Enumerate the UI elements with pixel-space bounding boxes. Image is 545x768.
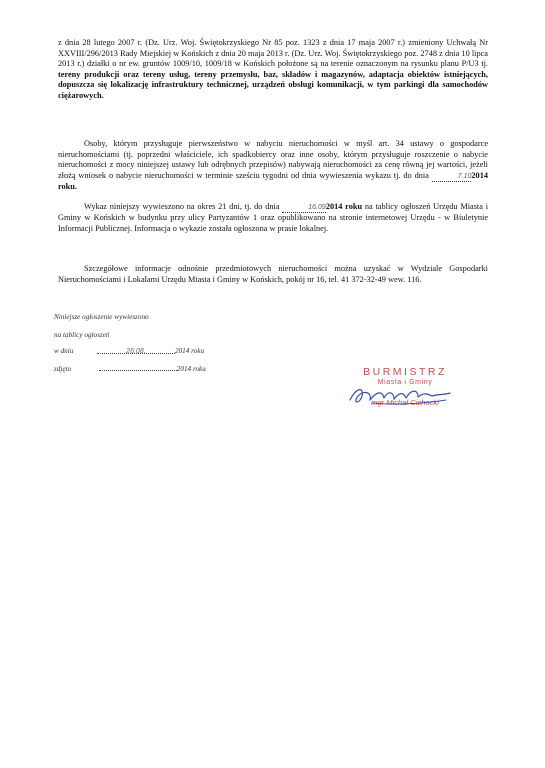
posted-label: w dniu [54, 347, 74, 355]
posting-year: 2014 roku [325, 202, 363, 211]
posted-date-field [97, 347, 175, 354]
handwritten-deadline-date: 7.10 [432, 173, 472, 182]
paragraph-posting [58, 202, 488, 234]
posting-text-start: Wykaz niniejszy wywieszono na okres 21 dni, tj. do dnia [84, 202, 280, 211]
priority-text: Osoby, którym przysługuje pierwszeństwo w nabyciu nieruchomości w myśl art. 34 ustawy o gospodarce nieruchomościami (tj. poprzedni właściciele, ich spadkobiercy oraz inne osoby, którym przysługuje roszczenie o nabycie nieruchomości z mocy niniejszej ustawy lub odrębnych przepisów) nabywają nieruchomości za cenę równą jej wartości, jeżeli złożą wniosek o nabycie nieruchomości w terminie sześciu tygodni od dnia wywieszenia wykazu tj. do dnia [58, 139, 488, 180]
paragraph-zoning [58, 38, 488, 102]
posted-year: 2014 roku [174, 347, 205, 355]
removed-date-field [99, 364, 177, 371]
zoning-bold-text: tereny produkcji oraz tereny usług, tereny przemysłu, baz, składów i magazynów, adaptacja obiektów istniejących, dopuszcza się lokalizację infrastruktury technicznej, urządzeń obsługi komunikacji, w tym parkingi dla samochodów ciężarowych. [58, 69, 488, 100]
paragraph-priority [58, 139, 488, 192]
paragraph-contact [58, 264, 488, 285]
notice-line-2: na tablicy ogłoszeń [54, 331, 110, 339]
notice-posted-date [54, 347, 204, 355]
stamp-subtitle: Miasta i Gminy [377, 379, 433, 386]
notice-line-1: Niniejsze ogłoszenie wywieszono [54, 313, 149, 321]
stamp-name: mgr Michał Cichocki [371, 398, 439, 407]
contact-text: Szczegółowe informacje odnośnie przedmiotowych nieruchomości można uzyskać w Wydziale Gospodarki Nieruchomościami i Lokalami Urzędu Miasta i Gminy w Końskich, pokój nr 16, tel. 41 372-32-49 wew. 116. [58, 264, 488, 284]
removed-label: zdjęto [54, 365, 72, 373]
handwritten-posted-date: 26.08. [126, 348, 146, 355]
stamp-title: BURMISTRZ [363, 366, 447, 378]
removed-year: 2014 roku [176, 365, 206, 373]
handwritten-signature [342, 380, 462, 410]
notice-removed-date [54, 364, 206, 373]
posting-text-end: na tablicy ogłoszeń Urzędu Miasta i Gminy w Końskich w budynku przy ulicy Partyzantów 1 oraz opublikowano na stronie internetowej Urzędu - w Biuletynie Informacji Publicznej. Informacja o wykazie została ogłoszona w prasie lokalnej. [58, 202, 489, 233]
zoning-text: z dnia 28 lutego 2007 r. (Dz. Urz. Woj. Świętokrzyskiego Nr 85 poz. 1323 z dnia 17 maja 2007 r.) zmieniony Uchwałą Nr XXVIII/296/2013 Rady Miejskiej w Końskich z dnia 20 maja 2013 r. (Dz. Urz. Woj. Świętokrzyskiego poz. 2748 z dnia 10 lipca 2013 r.) działki o nr ew. gruntów 1009/10, 1009/18 w Końskich położone są na terenie oznaczonym na rysunku planu P/U3 tj. [58, 38, 488, 69]
priority-year: 2014 roku. [58, 170, 488, 191]
handwritten-posting-date: 16.09 [282, 204, 326, 213]
